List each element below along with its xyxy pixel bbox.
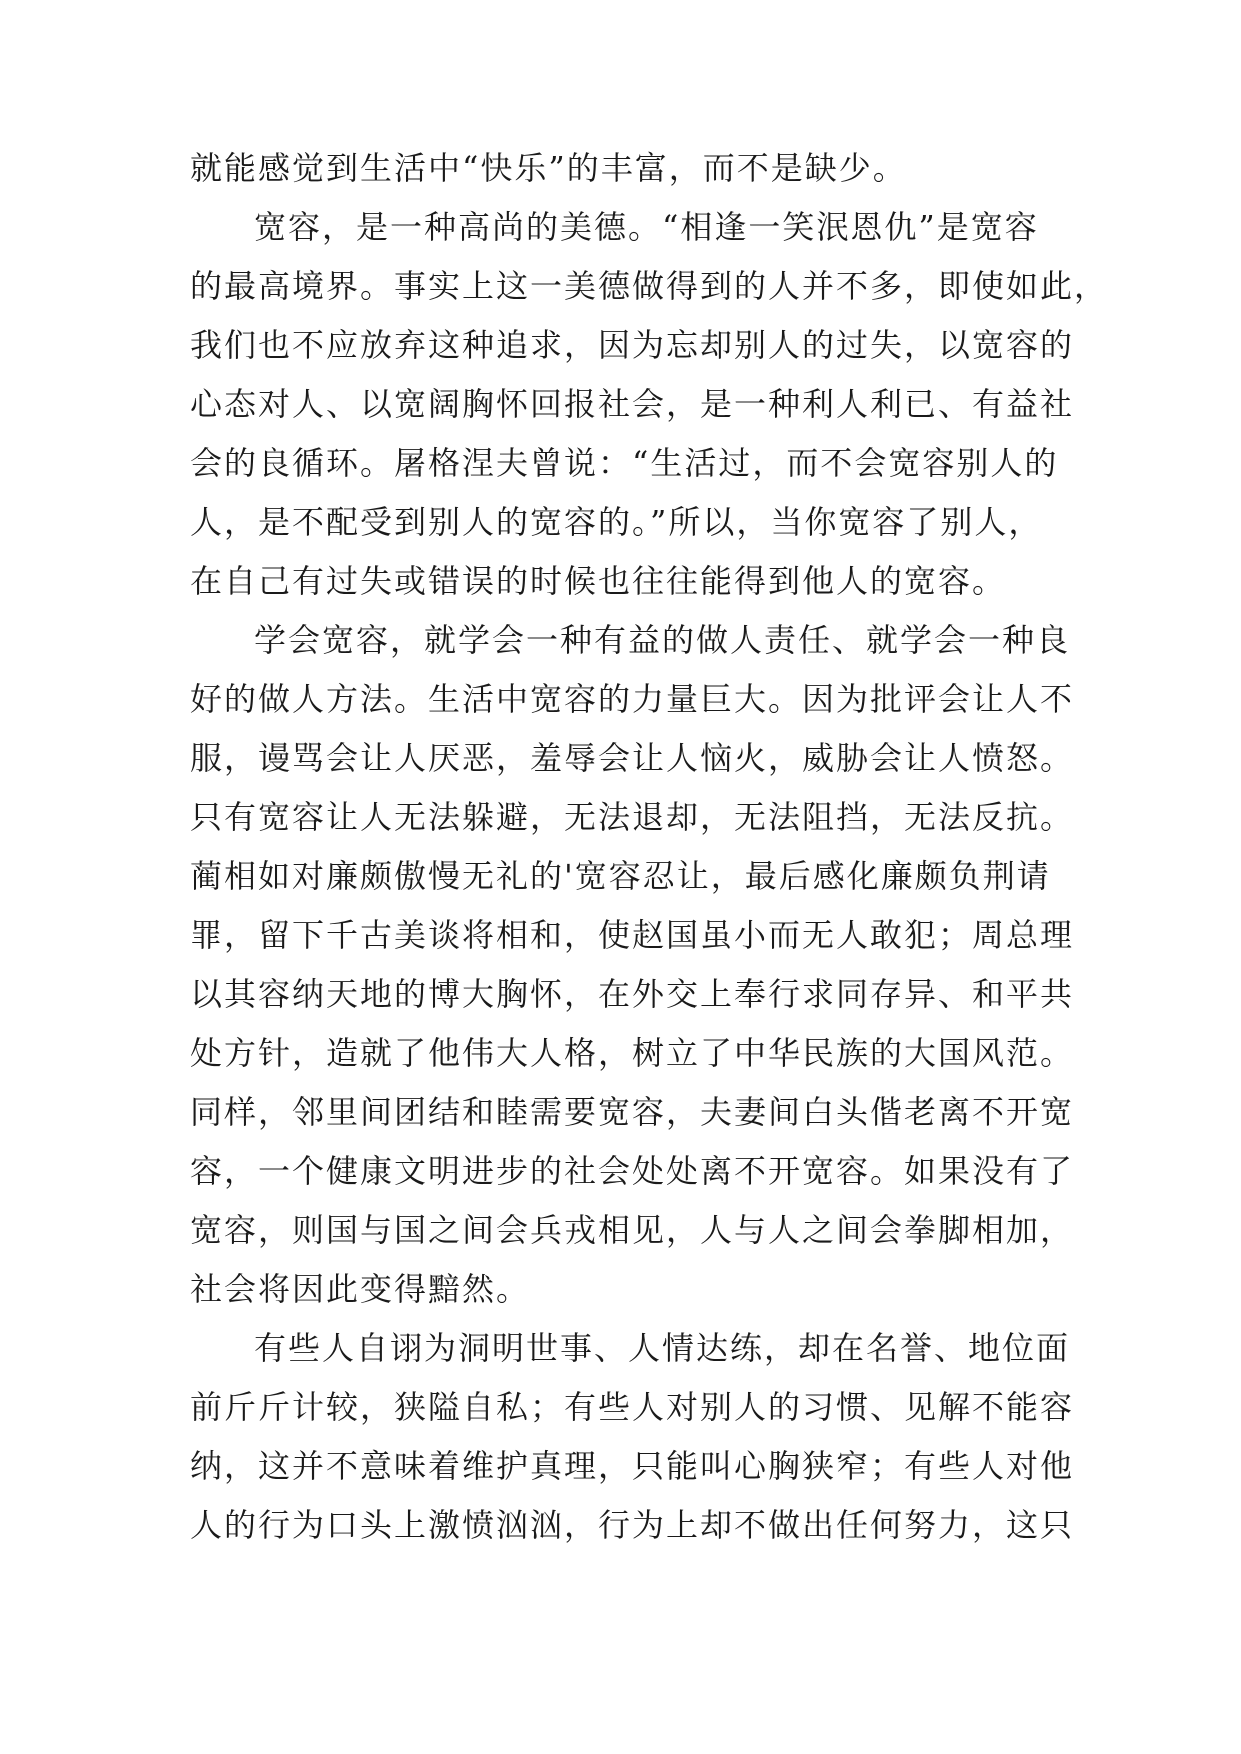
text-line: 以其容纳天地的博大胸怀，在外交上奉行求同存异、和平共 [190,975,1075,1013]
text-line: 好的做人方法。生活中宽容的力量巨大。因为批评会让人不 [190,680,1075,718]
text-line: 会的良循环。屠格涅夫曾说：“生活过，而不会宽容别人的 [190,444,1059,482]
text-line: 社会将因此变得黯然。 [190,1270,531,1308]
text-line: 人，是不配受到别人的宽容的。”所以，当你宽容了别人， [190,503,1043,541]
text-line: 宽容，则国与国之间会兵戎相见，人与人之间会拳脚相加， [190,1211,1075,1249]
text-line: 学会宽容，就学会一种有益的做人责任、就学会一种良 [254,621,1071,659]
text-line: 宽容，是一种高尚的美德。“相逢一笑泯恩仇”是宽容 [254,208,1039,246]
text-line: 在自己有过失或错误的时候也往往能得到他人的宽容。 [190,562,1007,600]
text-line: 有些人自诩为洞明世事、人情达练，却在名誉、地位面 [254,1329,1071,1367]
text-line: 同样，邻里间团结和睦需要宽容，夫妻间白头偕老离不开宽 [190,1093,1075,1131]
text-line: 我们也不应放弃这种追求，因为忘却别人的过失，以宽容的 [190,326,1075,364]
text-line: 服，谩骂会让人厌恶，羞辱会让人恼火，威胁会让人愤怒。 [190,739,1075,777]
text-line: 处方针，造就了他伟大人格，树立了中华民族的大国风范。 [190,1034,1075,1072]
body-text [190,149,1109,1566]
text-line: 只有宽容让人无法躲避，无法退却，无法阻挡，无法反抗。 [190,798,1075,836]
text-line: 前斤斤计较，狭隘自私；有些人对别人的习惯、见解不能容 [190,1388,1075,1426]
text-line: 心态对人、以宽阔胸怀回报社会，是一种利人利已、有益社 [190,385,1075,423]
text-line: 容，一个健康文明进步的社会处处离不开宽容。如果没有了 [190,1152,1075,1190]
text-line: 罪，留下千古美谈将相和，使赵国虽小而无人敢犯；周总理 [190,916,1075,954]
text-line: 的最高境界。事实上这一美德做得到的人并不多，即使如此， [190,267,1109,305]
text-line: 就能感觉到生活中“快乐”的丰富，而不是缺少。 [190,149,907,187]
text-line: 纳，这并不意味着维护真理，只能叫心胸狭窄；有些人对他 [190,1447,1075,1485]
text-line: 人的行为口头上激愤汹汹，行为上却不做出任何努力，这只 [190,1506,1075,1544]
text-line: 蔺相如对廉颇傲慢无礼的'宽容忍让，最后感化廉颇负荆请 [190,857,1051,895]
